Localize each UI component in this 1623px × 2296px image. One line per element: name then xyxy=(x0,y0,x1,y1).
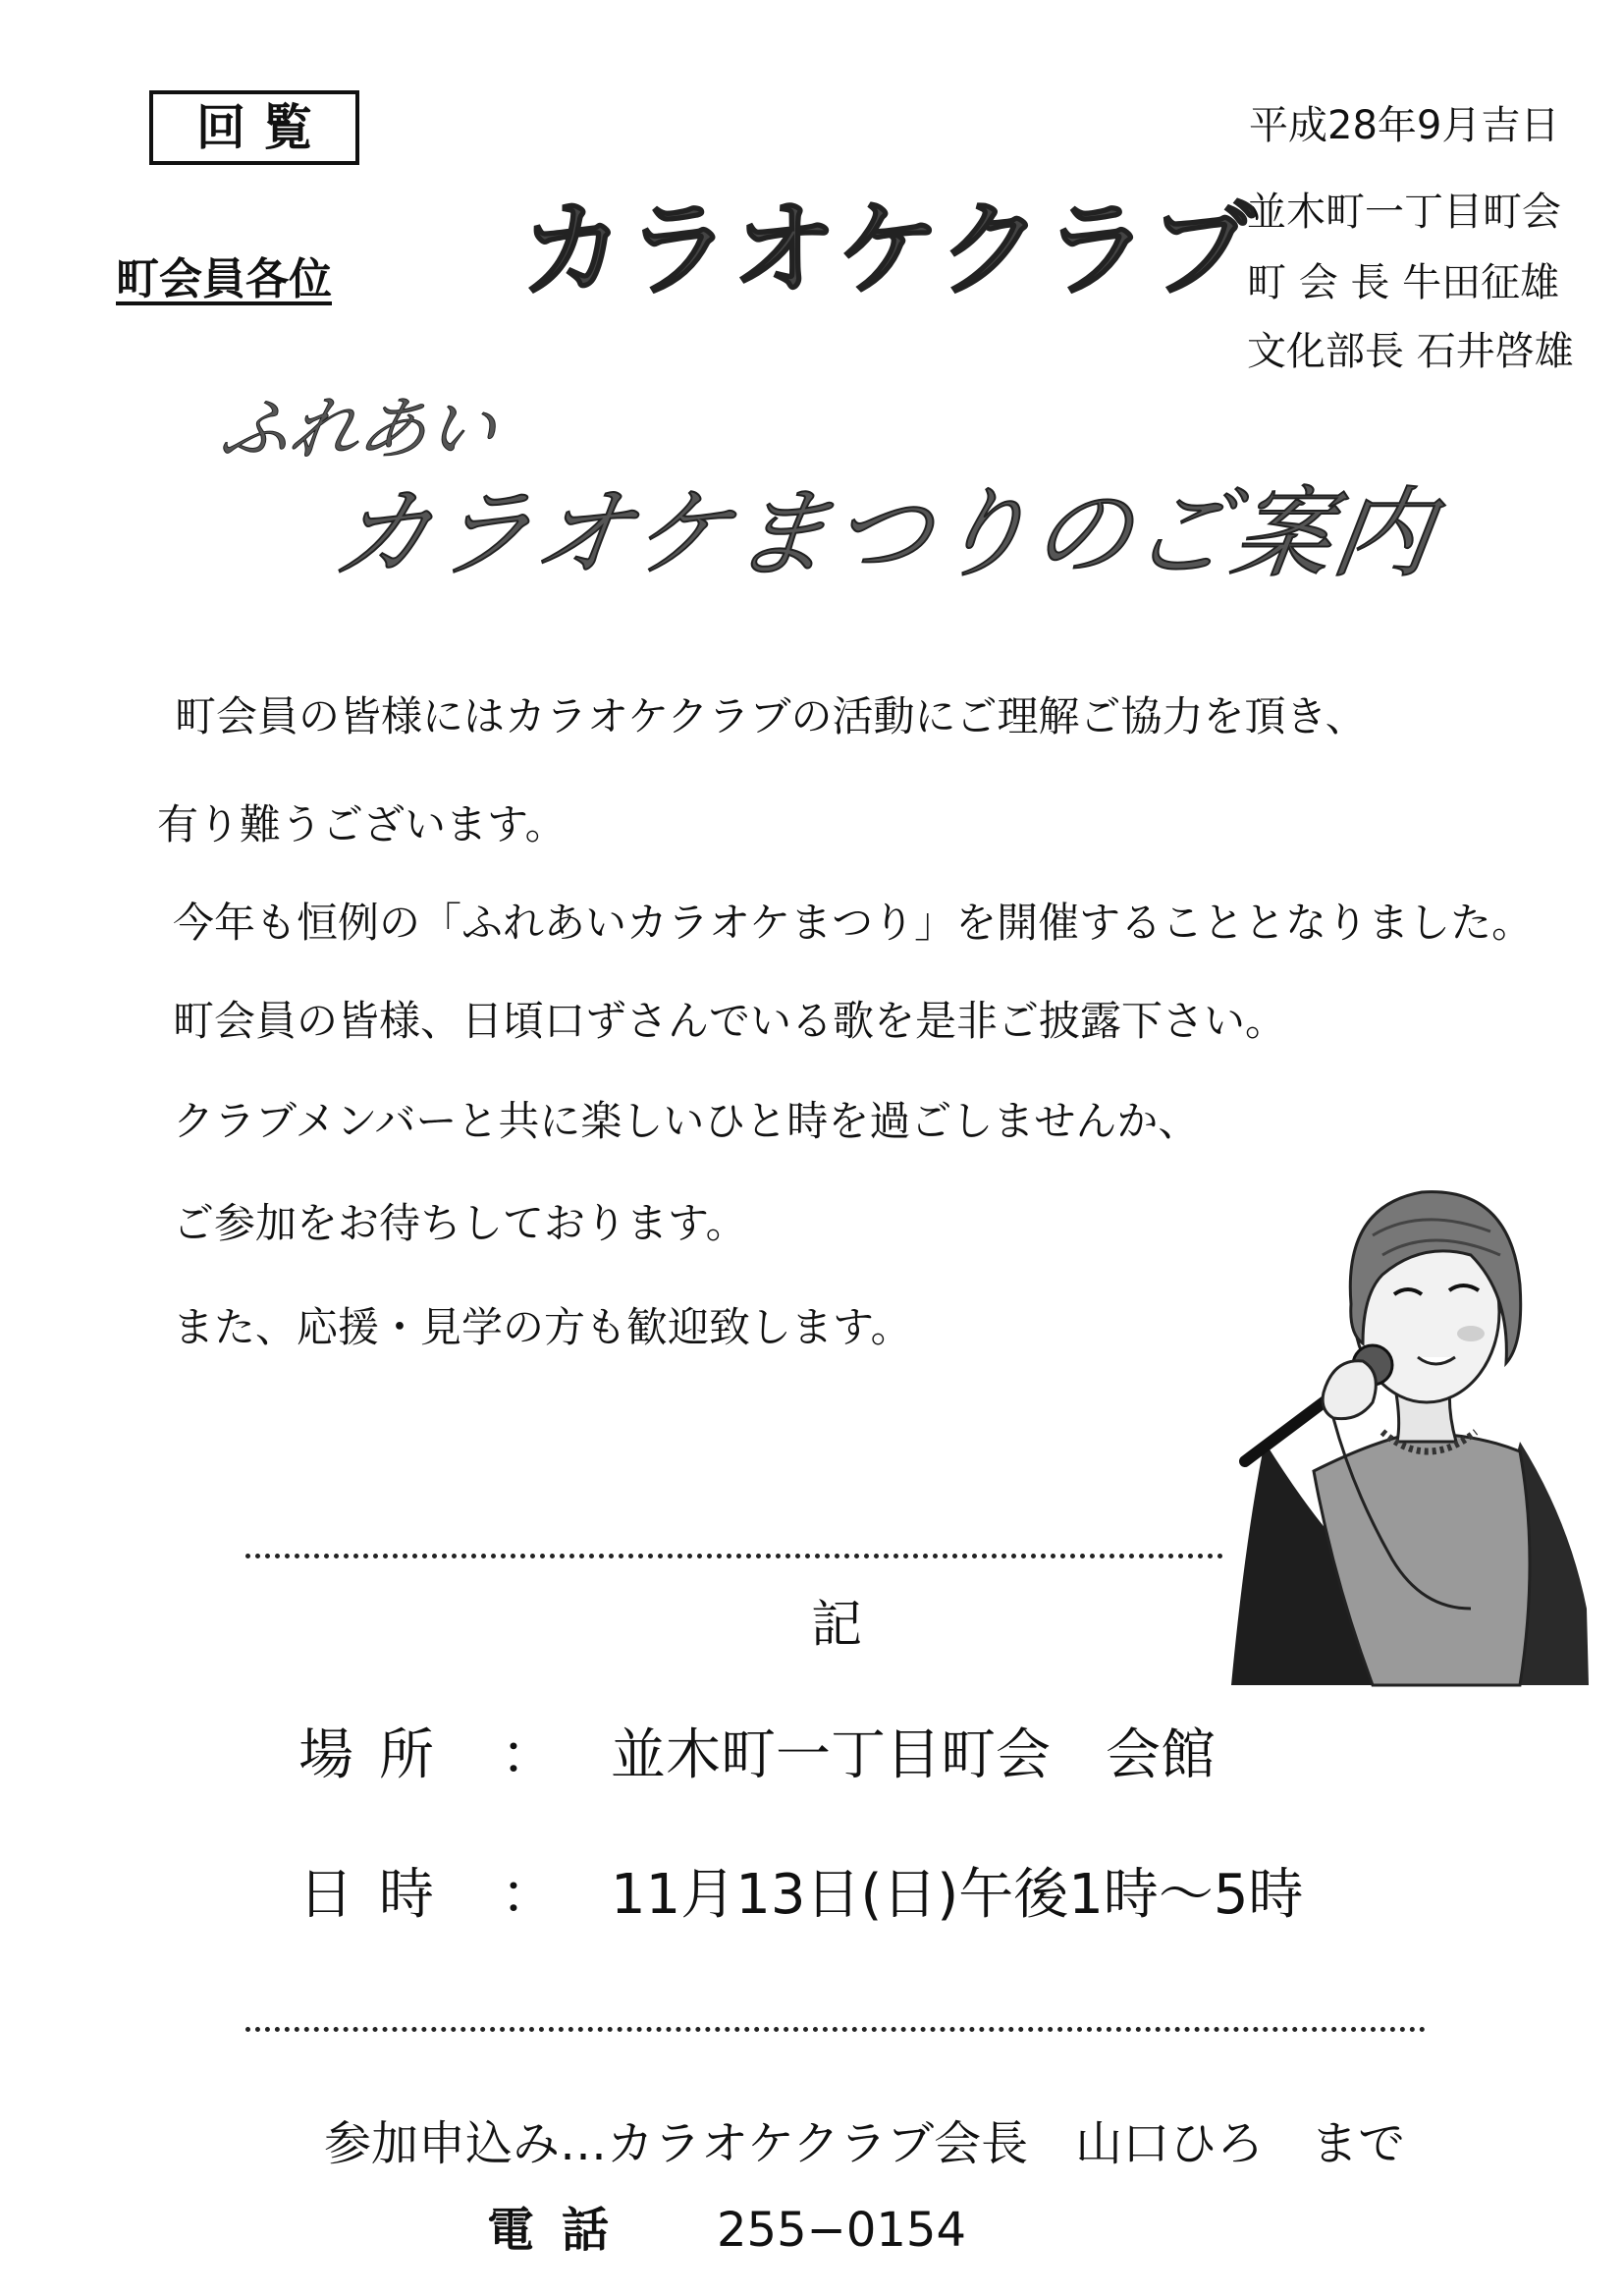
phone-label: 電話 xyxy=(487,2203,637,2258)
time-label: 日時 xyxy=(298,1863,460,1927)
phone-number: 255−0154 xyxy=(717,2203,966,2258)
place-value: 並木町一丁目町会 会館 xyxy=(611,1723,1216,1787)
body-line: 今年も恒例の「ふれあいカラオケまつり」を開催することとなりました。 xyxy=(173,899,1534,947)
title-sub: ふれあい xyxy=(215,389,502,469)
body-line: ご参加をお待ちしております。 xyxy=(173,1199,747,1247)
time-colon: ： xyxy=(501,1863,556,1927)
divider-dotted xyxy=(245,2027,1426,2032)
body-line: また、応援・見学の方も歓迎致します。 xyxy=(173,1303,912,1351)
place-colon: ： xyxy=(501,1723,556,1787)
body-line: 町会員の皆様にはカラオケクラブの活動にご理解ご協力を頂き、 xyxy=(175,692,1367,740)
body-line: 町会員の皆様、日頃口ずさんでいる歌を是非ご披露下さい。 xyxy=(173,997,1287,1045)
culture-director-name: 文化部長 石井啓雄 xyxy=(1247,329,1574,374)
body-line: 有り難うございます。 xyxy=(157,800,567,848)
issue-date: 平成28年9月吉日 xyxy=(1249,103,1560,148)
club-title: カラオケクラブ xyxy=(520,190,1257,310)
place-label: 場所 xyxy=(298,1723,460,1787)
page-title: カラオケまつりのご案内 xyxy=(325,476,1442,591)
notice-heading: 記 xyxy=(811,1596,863,1655)
singer-with-microphone-icon xyxy=(1225,1147,1602,1687)
time-value: 11月13日(日)午後1時～5時 xyxy=(611,1863,1304,1927)
application-contact: 参加申込み…カラオケクラブ会長 山口ひろ まで xyxy=(324,2116,1406,2171)
chairman-name: 町 会 長 牛田征雄 xyxy=(1247,260,1560,305)
circulation-stamp: 回覧 xyxy=(149,90,359,165)
organization-name: 並木町一丁目町会 xyxy=(1247,190,1561,235)
body-line: クラブメンバーと共に楽しいひと時を過ごしませんか、 xyxy=(173,1097,1200,1145)
divider-dotted xyxy=(245,1554,1223,1558)
addressee: 町会員各位 xyxy=(116,254,332,304)
